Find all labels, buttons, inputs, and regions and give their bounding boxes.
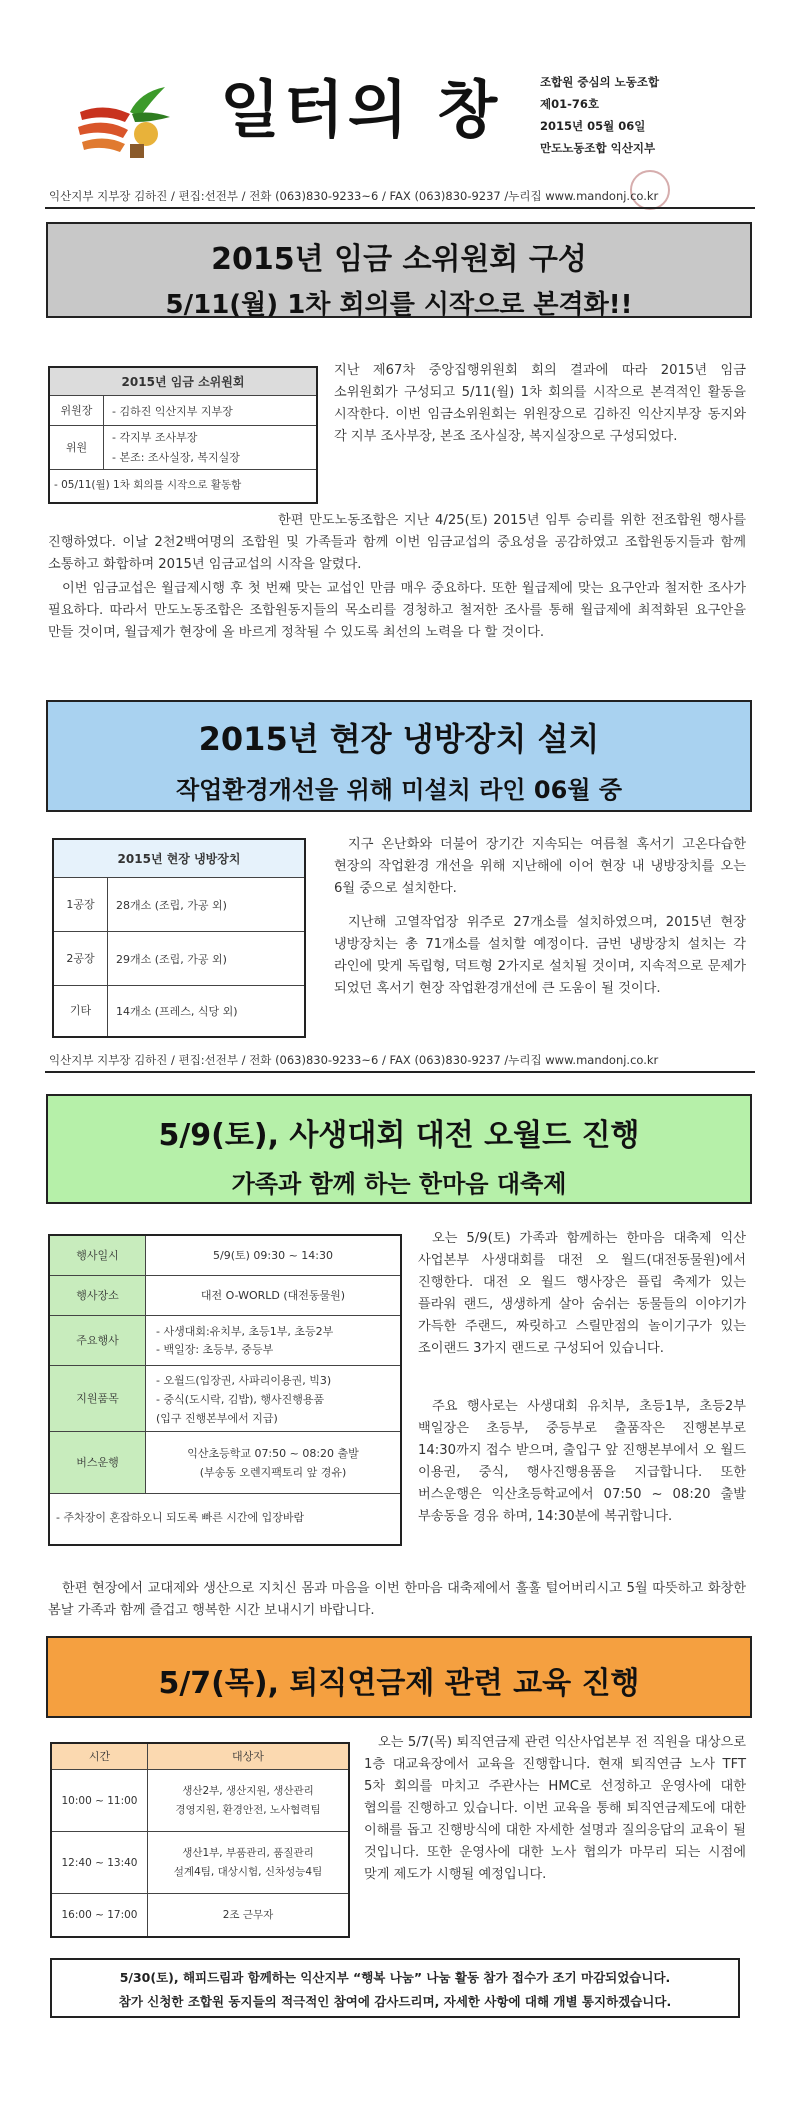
table-row: 주요행사 - 사생대회:유치부, 초등1부, 초등2부 - 백일장: 초등부, 중등부 bbox=[50, 1316, 400, 1366]
event-paragraph-3: 한편 현장에서 교대제와 생산으로 지치신 몸과 마음을 이번 한마음 대축제에서 훌훌 털어버리시고 5월 따뜻하고 화창한 봄날 가족과 함께 즐겁고 행복한 시간 보내시기 바랍니다. bbox=[48, 1581, 746, 1618]
banner-art-contest bbox=[46, 1094, 752, 1204]
wage-committee-box bbox=[48, 366, 318, 504]
table-row: 2공장 29개소 (조립, 가공 외) bbox=[54, 932, 304, 986]
table-row: 행사일시 5/9(토) 09:30 ~ 14:30 bbox=[50, 1236, 400, 1276]
box-title: 2015년 임금 소위원회 bbox=[50, 368, 316, 396]
banner-subtitle: 가족과 함께 하는 한마음 대축제 bbox=[231, 1170, 567, 1198]
table-row: 위원장 - 김하진 익산지부 지부장 bbox=[50, 396, 316, 426]
wage-paragraph-3: 이번 임금교섭은 월급제시행 후 첫 번째 맞는 교섭인 만큼 매우 중요하다. 또한 월급제에 맞는 요구안과 철저한 조사가 필요하다. 따라서 만도노동조합은 조합원동지들의 목소리를 경청하고 철저한 조사를 통해 월급제에 최적화된 요구안을 만들 것이며, 월급제가 현장에 올 바르게 정착될 수 있도록 최선의 노력을 다 할 것이다. bbox=[48, 581, 746, 640]
pension-paragraph: 오는 5/7(목) 퇴직연금제 관련 익산사업본부 전 직원을 대상으로 1층 대교육장에서 교육을 진행합니다. 현재 퇴직연금 노사 TFT 5차 회의를 마치고 주관사는 HMC로 선정하고 운영사에 대한 협의를 진행하고 있습니다. 이번 교육을 통해 퇴직연금제도에 대한 이해를 돕고 진행방식에 대한 자세한 설명과 질의응답의 교육이 될 것입니다. 또한 운영사에 대한 노사 협의가 마무리 되는 시점에 맞게 제도가 시행될 예정입니다. bbox=[364, 1735, 746, 1882]
footer-line-2: 참가 신청한 조합원 동지들의 적극적인 참여에 감사드리며, 자세한 사항에 대해 개별 통지하겠습니다. bbox=[118, 1994, 672, 2009]
box-note: - 05/11(월) 1차 회의를 시작으로 활동함 bbox=[54, 479, 242, 491]
wage-paragraph-1: 지난 제67차 중앙집행위원회 회의 결과에 따라 2015년 임금 소위원회가 구성되고 5/11(월) 1차 회의를 시작으로 본격적인 활동을 시작한다. 이번 임금소위원회는 위원장으로 김하진 익산지부장 동지와 각 지부 조사부장, 본조 조사실장, 복지실장으로 구성되었다. bbox=[334, 363, 746, 444]
banner-title: 5/7(목), 퇴직연금제 관련 교육 진행 bbox=[158, 1666, 640, 1701]
banner-title: 5/9(토), 사생대회 대전 오월드 진행 bbox=[158, 1118, 640, 1153]
cooling-paragraph-2: 지난해 고열작업장 위주로 27개소를 설치하였으며, 2015년 현장 냉방장치는 총 71개소를 설치할 예정이다. 금번 냉방장치 설치는 각 라인에 맞게 독립형, 덕트형 2가지로 설치될 것이며, 지속적으로 문제가 되었던 혹서기 현장 작업환경개선에 큰 도움이 될 것이다. bbox=[334, 915, 746, 996]
table-row: 12:40 ~ 13:40 생산1부, 부품관리, 품질관리 설계4팀, 대상시험, 신차성능4팀 bbox=[52, 1832, 348, 1894]
footer-notice bbox=[50, 1958, 740, 2018]
banner-wage-committee bbox=[46, 222, 752, 318]
newsletter-title: 일터의 창 bbox=[220, 73, 502, 146]
table-row: 기타 14개소 (프레스, 식당 외) bbox=[54, 986, 304, 1036]
banner-cooling bbox=[46, 700, 752, 812]
union-logo-icon bbox=[70, 72, 185, 162]
cooling-paragraph-1: 지구 온난화와 더불어 장기간 지속되는 여름철 혹서기 고온다습한 현장의 작업환경 개선을 위해 지난해에 이어 현장 내 냉방장치를 오는 6월 중으로 설치한다. bbox=[334, 837, 746, 896]
box-note: - 주차장이 혼잡하오니 되도록 빠른 시간에 입장바람 bbox=[56, 1511, 305, 1524]
event-paragraph-2: 주요 행사로는 사생대회 유치부, 초등1부, 초등2부 백일장은 초등부, 중등부로 출품작은 진행본부로 14:30까지 접수 받으며, 출입구 앞 진행본부에서 오 월드 이용권, 중식, 행사진행용품을 지급합니다. 또한 버스운행은 익산초등학교에서 07:50 ~ 08:20 출발 부송동을 경유 하며, 14:30분에 복귀합니다. bbox=[418, 1399, 746, 1524]
table-row: 위원 - 각지부 조사부장 - 본조: 조사실장, 복지실장 bbox=[50, 426, 316, 470]
banner-pension bbox=[46, 1636, 752, 1718]
event-info-box bbox=[48, 1234, 402, 1546]
banner-subtitle: 작업환경개선을 위해 미설치 라인 06월 중 bbox=[175, 776, 623, 804]
cooling-box bbox=[52, 838, 306, 1038]
meta-publisher: 만도노동조합 익산지부 bbox=[540, 141, 656, 155]
contact-bar-2: 익산지부 지부장 김하진 / 편집:선전부 / 전화 (063)830-9233~6 / FAX (063)830-9237 /누리집 www.mandonj.co.kr bbox=[45, 1052, 755, 1073]
pension-schedule-box bbox=[50, 1742, 350, 1938]
banner-title: 2015년 임금 소위원회 구성 bbox=[211, 242, 587, 277]
event-paragraph-1: 오는 5/9(토) 가족과 함께하는 한마음 대축제 익산 사업본부 사생대회를 대전 오 월드(대전동물원)에서 진행한다. 대전 오 월드 행사장은 플립 축제가 있는 플라워 랜드, 생생하게 살아 숨쉬는 동물들의 이야기가 가득한 주랜드, 짜릿하고 스릴만점의 놀이기구가 있는 조이랜드 3가지 랜드로 구성되어 있습니다. bbox=[418, 1231, 746, 1356]
meta-slogan: 조합원 중심의 노동조합 bbox=[540, 75, 660, 89]
contact-bar: 익산지부 지부장 김하진 / 편집:선전부 / 전화 (063)830-9233~6 / FAX (063)830-9237 /누리집 www.mandonj.co.kr bbox=[45, 188, 755, 209]
wage-paragraph-2: 한편 만도노동조합은 지난 4/25(토) 2015년 임투 승리를 위한 전조합원 행사를 진행하였다. 이날 2천2백여명의 조합원 및 가족들과 함께 이번 임금교섭의 중요성을 공감하였고 조합원동지들과 함께 소통하고 화합하며 2015년 임금교섭의 시작을 알렸다. bbox=[48, 513, 746, 572]
table-row: 10:00 ~ 11:00 생산2부, 생산지원, 생산관리 경영지원, 환경안전, 노사협력팀 bbox=[52, 1770, 348, 1832]
table-header-row: 시간 대상자 bbox=[52, 1744, 348, 1770]
banner-subtitle: 5/11(월) 1차 회의를 시작으로 본격화!! bbox=[165, 290, 633, 320]
table-row: 지원품목 - 오월드(입장권, 사파리이용권, 빅3) - 중식(도시락, 김밥), 행사진행용품 (입구 진행본부에서 지급) bbox=[50, 1366, 400, 1432]
table-row: 16:00 ~ 17:00 2조 근무자 bbox=[52, 1894, 348, 1936]
table-row: 행사장소 대전 O-WORLD (대전동물원) bbox=[50, 1276, 400, 1316]
banner-title: 2015년 현장 냉방장치 설치 bbox=[198, 720, 600, 758]
box-title: 2015년 현장 냉방장치 bbox=[54, 840, 304, 878]
meta-date: 2015년 05월 06일 bbox=[540, 119, 646, 133]
table-row: 버스운행 익산초등학교 07:50 ~ 08:20 출발 (부송동 오렌지팩토리 앞 경유) bbox=[50, 1432, 400, 1494]
meta-issue: 제01-76호 bbox=[540, 97, 599, 111]
footer-line-1: 5/30(토), 해피드림과 함께하는 익산지부 “행복 나눔” 나눔 활동 참가 접수가 조기 마감되었습니다. bbox=[119, 1970, 671, 1985]
table-row: 1공장 28개소 (조립, 가공 외) bbox=[54, 878, 304, 932]
